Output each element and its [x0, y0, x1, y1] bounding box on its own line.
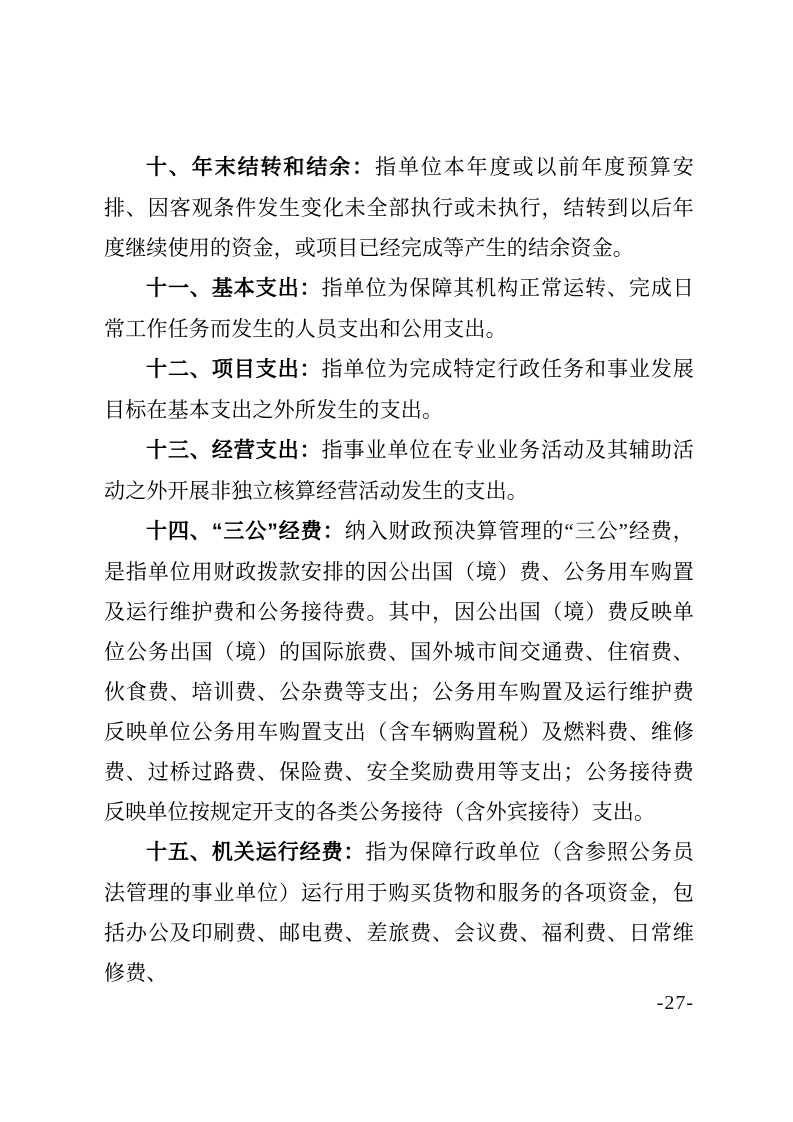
term-label: 十二、项目支出：: [146, 358, 322, 381]
term-label: 十一、基本支出：: [146, 277, 322, 300]
term-definition: 指为保障行政单位（含参照公务员法管理的事业单位）运行用于购买货物和服务的各项资金，包括办公及印刷费、邮电费、差旅费、会议费、福利费、日常维修费、: [104, 840, 694, 985]
paragraph-term-15: [104, 832, 694, 993]
term-definition: 纳入财政预决算管理的“三公”经费，是指单位用财政拨款安排的因公出国（境）费、公务用车购置及运行维护费和公务接待费。其中，因公出国（境）费反映单位公务出国（境）的国际旅费、国外城市间交通费、住宿费、伙食费、培训费、公杂费等支出；公务用车购置及运行维护费反映单位公务用车购置支出（含车辆购置税）及燃料费、维修费、过桥过路费、保险费、安全奖励费用等支出；公务接待费反映单位按规定开支的各类公务接待（含外宾接待）支出。: [104, 519, 695, 824]
term-definition: 指单位为完成特定行政任务和事业发展目标在基本支出之外所发生的支出。: [104, 357, 694, 422]
term-label: 十四、“三公”经费：: [146, 520, 345, 543]
term-label: 十、年末结转和结余：: [146, 156, 376, 179]
term-definition: 指事业单位在专业业务活动及其辅助活动之外开展非独立核算经营活动发生的支出。: [104, 438, 694, 503]
paragraph-term-14: [104, 511, 694, 832]
term-definition: 指单位本年度或以前年度预算安排、因客观条件发生变化未全部执行或未执行，结转到以后年度继续使用的资金，或项目已经完成等产生的结余资金。: [104, 155, 694, 260]
paragraph-term-11: [104, 268, 694, 349]
paragraph-term-12: [104, 349, 694, 430]
term-label: 十三、经营支出：: [146, 439, 322, 462]
page-number: -27-: [656, 992, 694, 1014]
term-label: 十五、机关运行经费：: [146, 841, 366, 864]
document-body: [104, 147, 694, 993]
paragraph-term-10: [104, 147, 694, 268]
paragraph-term-13: [104, 430, 694, 511]
term-definition: 指单位为保障其机构正常运转、完成日常工作任务而发生的人员支出和公用支出。: [104, 276, 694, 341]
